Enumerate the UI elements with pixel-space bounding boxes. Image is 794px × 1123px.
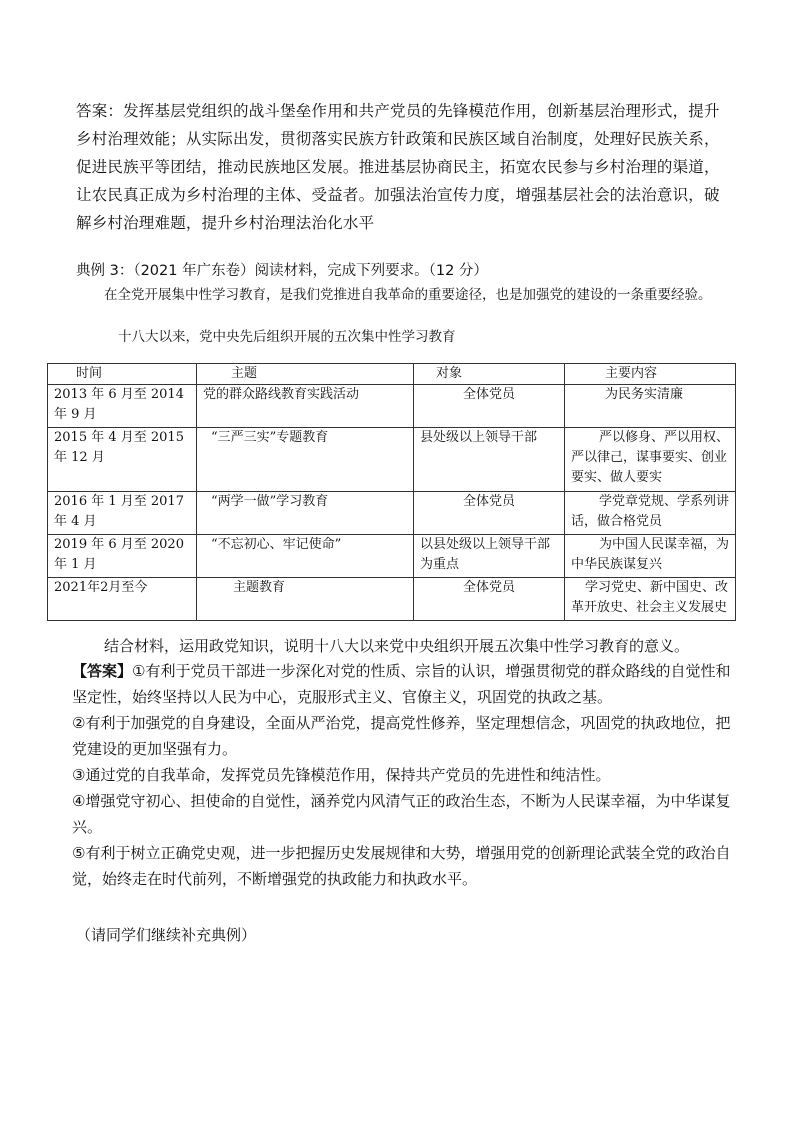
- table-header: 时间: [48, 364, 197, 385]
- table-cell: 2016 年 1 月至 2017 年 4 月: [48, 492, 197, 535]
- table-header: 主要内容: [565, 364, 736, 385]
- education-table: [47, 363, 736, 621]
- table-row: [48, 385, 736, 428]
- answer-label: 【答案】: [72, 662, 133, 680]
- table-cell: 县处级以上领导干部: [414, 428, 565, 492]
- answer-text: ：发挥基层党组织的战斗堡垒作用和共产党员的先锋模范作用，创新基层治理形式，提升乡村治理效能；从实际出发，贯彻落实民族方针政策和民族区域自治制度，处理好民族关系，促进民族平等团结，推动民族地区发展。推进基层协商民主，拓宽农民参与乡村治理的渠道，让农民真正成为乡村治理的主体、受益者。加强法治宣传力度，增强基层社会的法治意识，破解乡村治理难题，提升乡村治理法治化水平: [76, 102, 720, 232]
- material-text-1: 在全党开展集中性学习教育，是我们党推进自我革命的重要途径，也是加强党的建设的一条重要经验。: [104, 287, 712, 303]
- table-cell: 全体党员: [414, 385, 565, 428]
- table-cell: 以县处级以上领导干部为重点: [414, 535, 565, 578]
- answer-point-5: ⑤有利于树立正确党史观，进一步把握历史发展规律和大势，增强用党的创新理论武装全党的政治自觉，始终走在时代前列，不断增强党的执政能力和执政水平。: [72, 844, 731, 888]
- table-header: 主题: [197, 364, 414, 385]
- table-cell: 为中国人民谋幸福，为中华民族谋复兴: [565, 535, 736, 578]
- table-cell: 党的群众路线教育实践活动: [197, 385, 414, 428]
- example-title: 典例 3：（2021 年广东卷）阅读材料，完成下列要求。（12 分）: [76, 263, 488, 279]
- table-cell: 全体党员: [414, 578, 565, 621]
- table-cell: “两学一做”学习教育: [197, 492, 414, 535]
- table-cell: 2019 年 6 月至 2020 年 1 月: [48, 535, 197, 578]
- answer-point-1: 【答案】①有利于党员干部进一步深化对党的性质、宗旨的认识，增强贯彻党的群众路线的自觉性和坚定性，始终坚持以人民为中心，克服形式主义、官僚主义，巩固党的执政之基。: [72, 662, 731, 706]
- table-cell: 全体党员: [414, 492, 565, 535]
- table-row: [48, 535, 736, 578]
- table-cell: 2013 年 6 月至 2014 年 9 月: [48, 385, 197, 428]
- table-row: [48, 578, 736, 621]
- answer-point-2: ②有利于加强党的自身建设，全面从严治党，提高党性修养，坚定理想信念，巩固党的执政地位，把党建设的更加坚强有力。: [72, 714, 731, 758]
- table-cell: 为民务实清廉: [565, 385, 736, 428]
- table-cell: “三严三实”专题教育: [197, 428, 414, 492]
- table-header: 对象: [414, 364, 565, 385]
- table-cell: “不忘初心、牢记使命”: [197, 535, 414, 578]
- material-text-2: 十八大以来，党中央先后组织开展的五次集中性学习教育: [118, 329, 456, 345]
- table-row: [48, 492, 736, 535]
- table-cell: 2015 年 4 月至 2015 年 12 月: [48, 428, 197, 492]
- question-text: 结合材料，运用政党知识，说明十八大以来党中央组织开展五次集中性学习教育的意义。: [104, 637, 690, 655]
- table-row: [48, 428, 736, 492]
- table-cell: 主题教育: [197, 578, 414, 621]
- note-text: （请同学们继续补充典例）: [76, 926, 257, 944]
- answer-point-3: ③通过党的自我革命，发挥党员先锋模范作用，保持共产党员的先进性和纯洁性。: [72, 766, 611, 784]
- answer-point-4: ④增强党守初心、担使命的自觉性，涵养党内风清气正的政治生态，不断为人民谋幸福，为中华谋复兴。: [72, 792, 731, 836]
- answer-block: [72, 658, 732, 892]
- table-cell: 严以修身、严以用权、严以律己，谋事要实、创业要实、做人要实: [565, 428, 736, 492]
- table-cell: 学党章党规、学系列讲话，做合格党员: [565, 492, 736, 535]
- answer-paragraph: [76, 97, 726, 237]
- answer-label: 答案: [76, 102, 108, 120]
- table-header-row: [48, 364, 736, 385]
- table-cell: 学习党史、新中国史、改革开放史、社会主义发展史: [565, 578, 736, 621]
- table-cell: 2021年2月至今: [48, 578, 197, 621]
